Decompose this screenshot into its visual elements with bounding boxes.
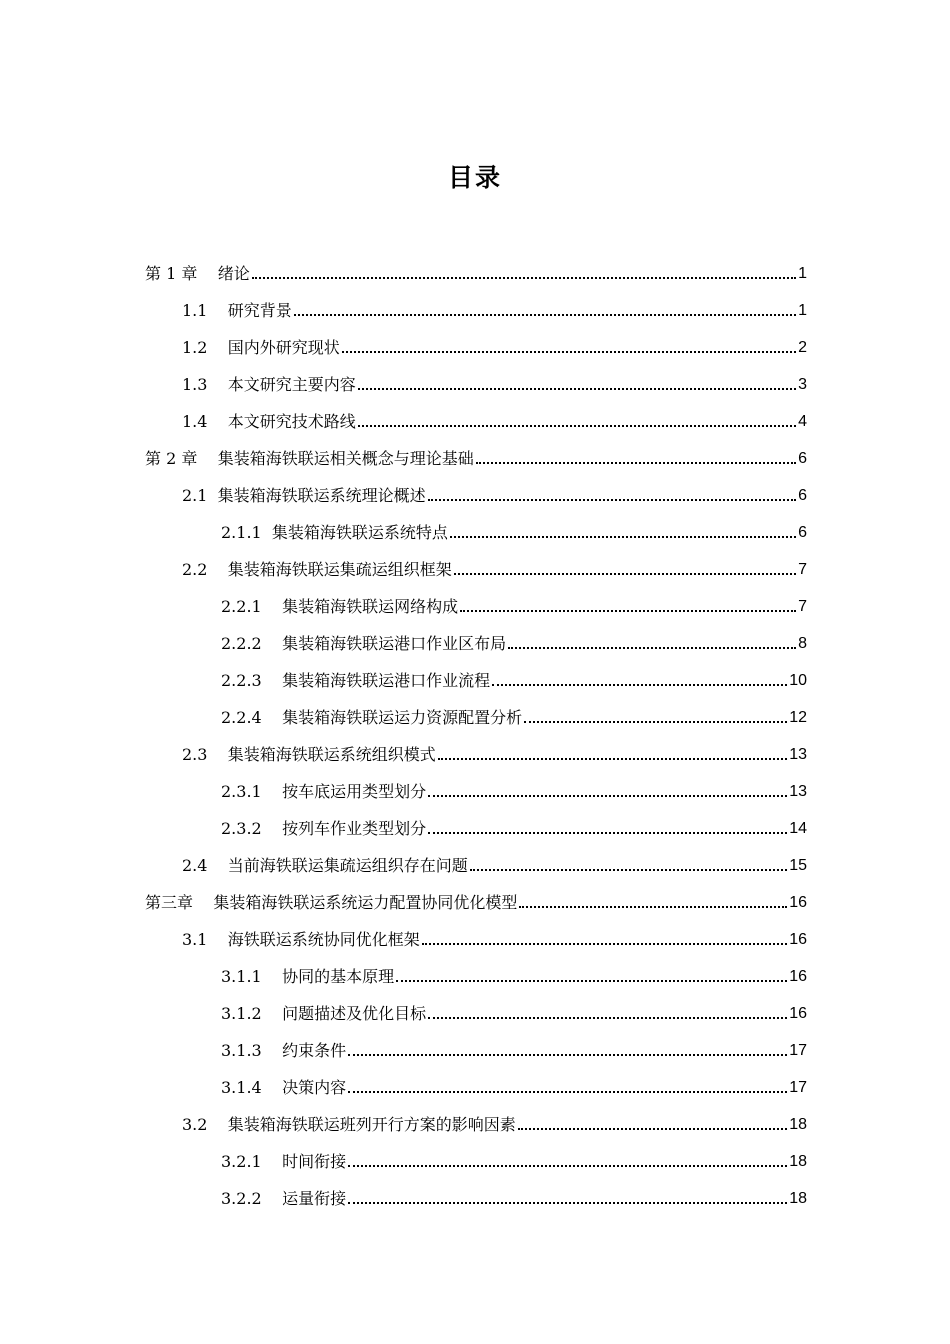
- toc-dot-leader: [524, 721, 787, 723]
- toc-entry[interactable]: [145, 838, 807, 875]
- toc-entry[interactable]: [145, 357, 807, 394]
- toc-entry-number: 2.3.1: [221, 782, 283, 801]
- toc-entry-title: 时间衔接: [282, 1152, 347, 1171]
- toc-entry[interactable]: [145, 1134, 807, 1171]
- toc-entry-number: 2.3: [182, 745, 228, 764]
- toc-dot-leader: [428, 832, 787, 834]
- toc-dot-leader: [358, 425, 796, 427]
- toc-entry-title: 集装箱海铁联运集疏运组织框架: [227, 560, 452, 579]
- toc-dot-leader: [450, 536, 796, 538]
- toc-entry-number: 1.2: [182, 338, 228, 357]
- toc-entry-title: 研究背景: [227, 301, 292, 320]
- toc-entry[interactable]: [145, 505, 807, 542]
- toc-dot-leader: [428, 1017, 787, 1019]
- toc-entry-number: 3.2: [182, 1115, 228, 1134]
- toc-page-number: 17: [789, 1042, 807, 1059]
- toc-entry-number: 1.1: [182, 301, 228, 320]
- toc-entry[interactable]: [145, 394, 807, 431]
- toc-entry-title: 本文研究主要内容: [227, 375, 356, 394]
- toc-entry-number: 2.3.2: [221, 819, 283, 838]
- toc-page-number: 15: [789, 857, 807, 874]
- toc-entry-title: 集装箱海铁联运系统特点: [271, 523, 448, 542]
- toc-dot-leader: [519, 906, 787, 908]
- toc-entry[interactable]: [145, 1171, 807, 1208]
- toc-entry[interactable]: [145, 764, 807, 801]
- toc-entry[interactable]: [145, 690, 807, 727]
- toc-page-number: 4: [798, 413, 807, 430]
- toc-entry[interactable]: [145, 727, 807, 764]
- toc-entry[interactable]: [145, 431, 807, 468]
- toc-dot-leader: [294, 314, 796, 316]
- toc-dot-leader: [422, 943, 787, 945]
- toc-page-number: 8: [798, 635, 807, 652]
- toc-page-number: 18: [789, 1190, 807, 1207]
- toc-dot-leader: [348, 1202, 787, 1204]
- toc-dot-leader: [460, 610, 796, 612]
- toc-page-number: 13: [789, 783, 807, 800]
- toc-page-number: 6: [798, 524, 807, 541]
- toc-entry-title: 海铁联运系统协同优化框架: [227, 930, 420, 949]
- toc-entry-number: 2.1: [182, 486, 218, 505]
- toc-entry-title: 本文研究技术路线: [227, 412, 356, 431]
- toc-entry-number: 3.1: [182, 930, 228, 949]
- toc-entry-title: 集装箱海铁联运相关概念与理论基础: [217, 449, 474, 468]
- toc-entry[interactable]: [145, 912, 807, 949]
- toc-entry-title: 国内外研究现状: [227, 338, 340, 357]
- toc-page-number: 2: [798, 339, 807, 356]
- toc-dot-leader: [348, 1165, 787, 1167]
- toc-page-number: 6: [798, 487, 807, 504]
- toc-entry[interactable]: [145, 1097, 807, 1134]
- toc-dot-leader: [358, 388, 796, 390]
- toc-entry-title: 集装箱海铁联运系统运力配置协同优化模型: [213, 893, 518, 912]
- toc-entry-number: 2.2.2: [221, 634, 283, 653]
- toc-page-number: 12: [789, 709, 807, 726]
- toc-page-number: 10: [789, 672, 807, 689]
- toc-entry[interactable]: [145, 616, 807, 653]
- toc-dot-leader: [438, 758, 787, 760]
- toc-entry-title: 运量衔接: [282, 1189, 347, 1208]
- toc-page-number: 16: [789, 894, 807, 911]
- toc-entry-title: 协同的基本原理: [282, 967, 395, 986]
- toc-entry[interactable]: [145, 801, 807, 838]
- toc-entry-title: 集装箱海铁联运港口作业流程: [282, 671, 491, 690]
- toc-dot-leader: [476, 462, 796, 464]
- toc-entry-title: 集装箱海铁联运运力资源配置分析: [282, 708, 523, 727]
- toc-entry-title: 按列车作业类型划分: [282, 819, 427, 838]
- toc-dot-leader: [396, 980, 787, 982]
- toc-entry-number: 2.2.1: [221, 597, 283, 616]
- toc-entry-title: 约束条件: [282, 1041, 347, 1060]
- toc-entry-number: 第 1 章: [145, 264, 218, 283]
- toc-entry-title: 集装箱海铁联运班列开行方案的影响因素: [227, 1115, 516, 1134]
- toc-entry-number: 3.1.3: [221, 1041, 283, 1060]
- toc-entry-number: 3.1.2: [221, 1004, 283, 1023]
- toc-entry[interactable]: [145, 653, 807, 690]
- toc-entry-number: 1.4: [182, 412, 228, 431]
- toc-dot-leader: [492, 684, 787, 686]
- toc-entry-title: 集装箱海铁联运系统理论概述: [217, 486, 426, 505]
- toc-page-number: 18: [789, 1116, 807, 1133]
- toc-entry-title: 集装箱海铁联运网络构成: [282, 597, 459, 616]
- toc-entry[interactable]: [145, 1060, 807, 1097]
- toc-entry-title: 绪论: [217, 264, 250, 283]
- toc-entry-title: 当前海铁联运集疏运组织存在问题: [227, 856, 468, 875]
- toc-page-number: 7: [798, 598, 807, 615]
- toc-entry-number: 2.4: [182, 856, 228, 875]
- toc-list: [145, 246, 807, 1208]
- toc-entry[interactable]: [145, 1023, 807, 1060]
- toc-page-number: 7: [798, 561, 807, 578]
- toc-page-number: 1: [798, 265, 807, 282]
- toc-dot-leader: [428, 499, 796, 501]
- toc-dot-leader: [252, 277, 796, 279]
- toc-page-number: 14: [789, 820, 807, 837]
- toc-dot-leader: [518, 1128, 787, 1130]
- toc-entry-number: 2.2.3: [221, 671, 283, 690]
- toc-page-number: 18: [789, 1153, 807, 1170]
- toc-entry-number: 第 2 章: [145, 449, 218, 468]
- toc-page-number: 13: [789, 746, 807, 763]
- toc-entry-number: 3.2.2: [221, 1189, 283, 1208]
- toc-entry-number: 1.3: [182, 375, 228, 394]
- toc-entry-title: 集装箱海铁联运港口作业区布局: [282, 634, 507, 653]
- toc-entry[interactable]: [145, 949, 807, 986]
- toc-entry-title: 决策内容: [282, 1078, 347, 1097]
- toc-page-number: 16: [789, 968, 807, 985]
- toc-entry-number: 2.2: [182, 560, 228, 579]
- toc-entry-number: 3.1.1: [221, 967, 283, 986]
- toc-page-number: 16: [789, 931, 807, 948]
- toc-dot-leader: [428, 795, 787, 797]
- toc-entry-title: 集装箱海铁联运系统组织模式: [227, 745, 436, 764]
- toc-page-number: 16: [789, 1005, 807, 1022]
- toc-entry[interactable]: [145, 875, 807, 912]
- toc-entry[interactable]: [145, 542, 807, 579]
- toc-dot-leader: [454, 573, 796, 575]
- toc-entry[interactable]: [145, 579, 807, 616]
- toc-dot-leader: [348, 1054, 787, 1056]
- toc-dot-leader: [508, 647, 796, 649]
- toc-entry-title: 按车底运用类型划分: [282, 782, 427, 801]
- toc-entry-number: 2.2.4: [221, 708, 283, 727]
- toc-page-number: 1: [798, 302, 807, 319]
- toc-page-number: 6: [798, 450, 807, 467]
- toc-entry-number: 3.2.1: [221, 1152, 283, 1171]
- toc-entry[interactable]: [145, 986, 807, 1023]
- toc-entry-number: 3.1.4: [221, 1078, 283, 1097]
- toc-dot-leader: [342, 351, 796, 353]
- toc-page-number: 3: [798, 376, 807, 393]
- toc-title: 目录: [447, 163, 502, 192]
- toc-entry-number: 第三章: [145, 893, 214, 912]
- toc-entry[interactable]: [145, 468, 807, 505]
- toc-entry[interactable]: [145, 320, 807, 357]
- toc-page-number: 17: [789, 1079, 807, 1096]
- toc-entry-number: 2.1.1: [221, 523, 272, 542]
- toc-entry[interactable]: [145, 283, 807, 320]
- toc-dot-leader: [348, 1091, 787, 1093]
- toc-entry-title: 问题描述及优化目标: [282, 1004, 427, 1023]
- toc-dot-leader: [470, 869, 787, 871]
- toc-entry[interactable]: [145, 246, 807, 283]
